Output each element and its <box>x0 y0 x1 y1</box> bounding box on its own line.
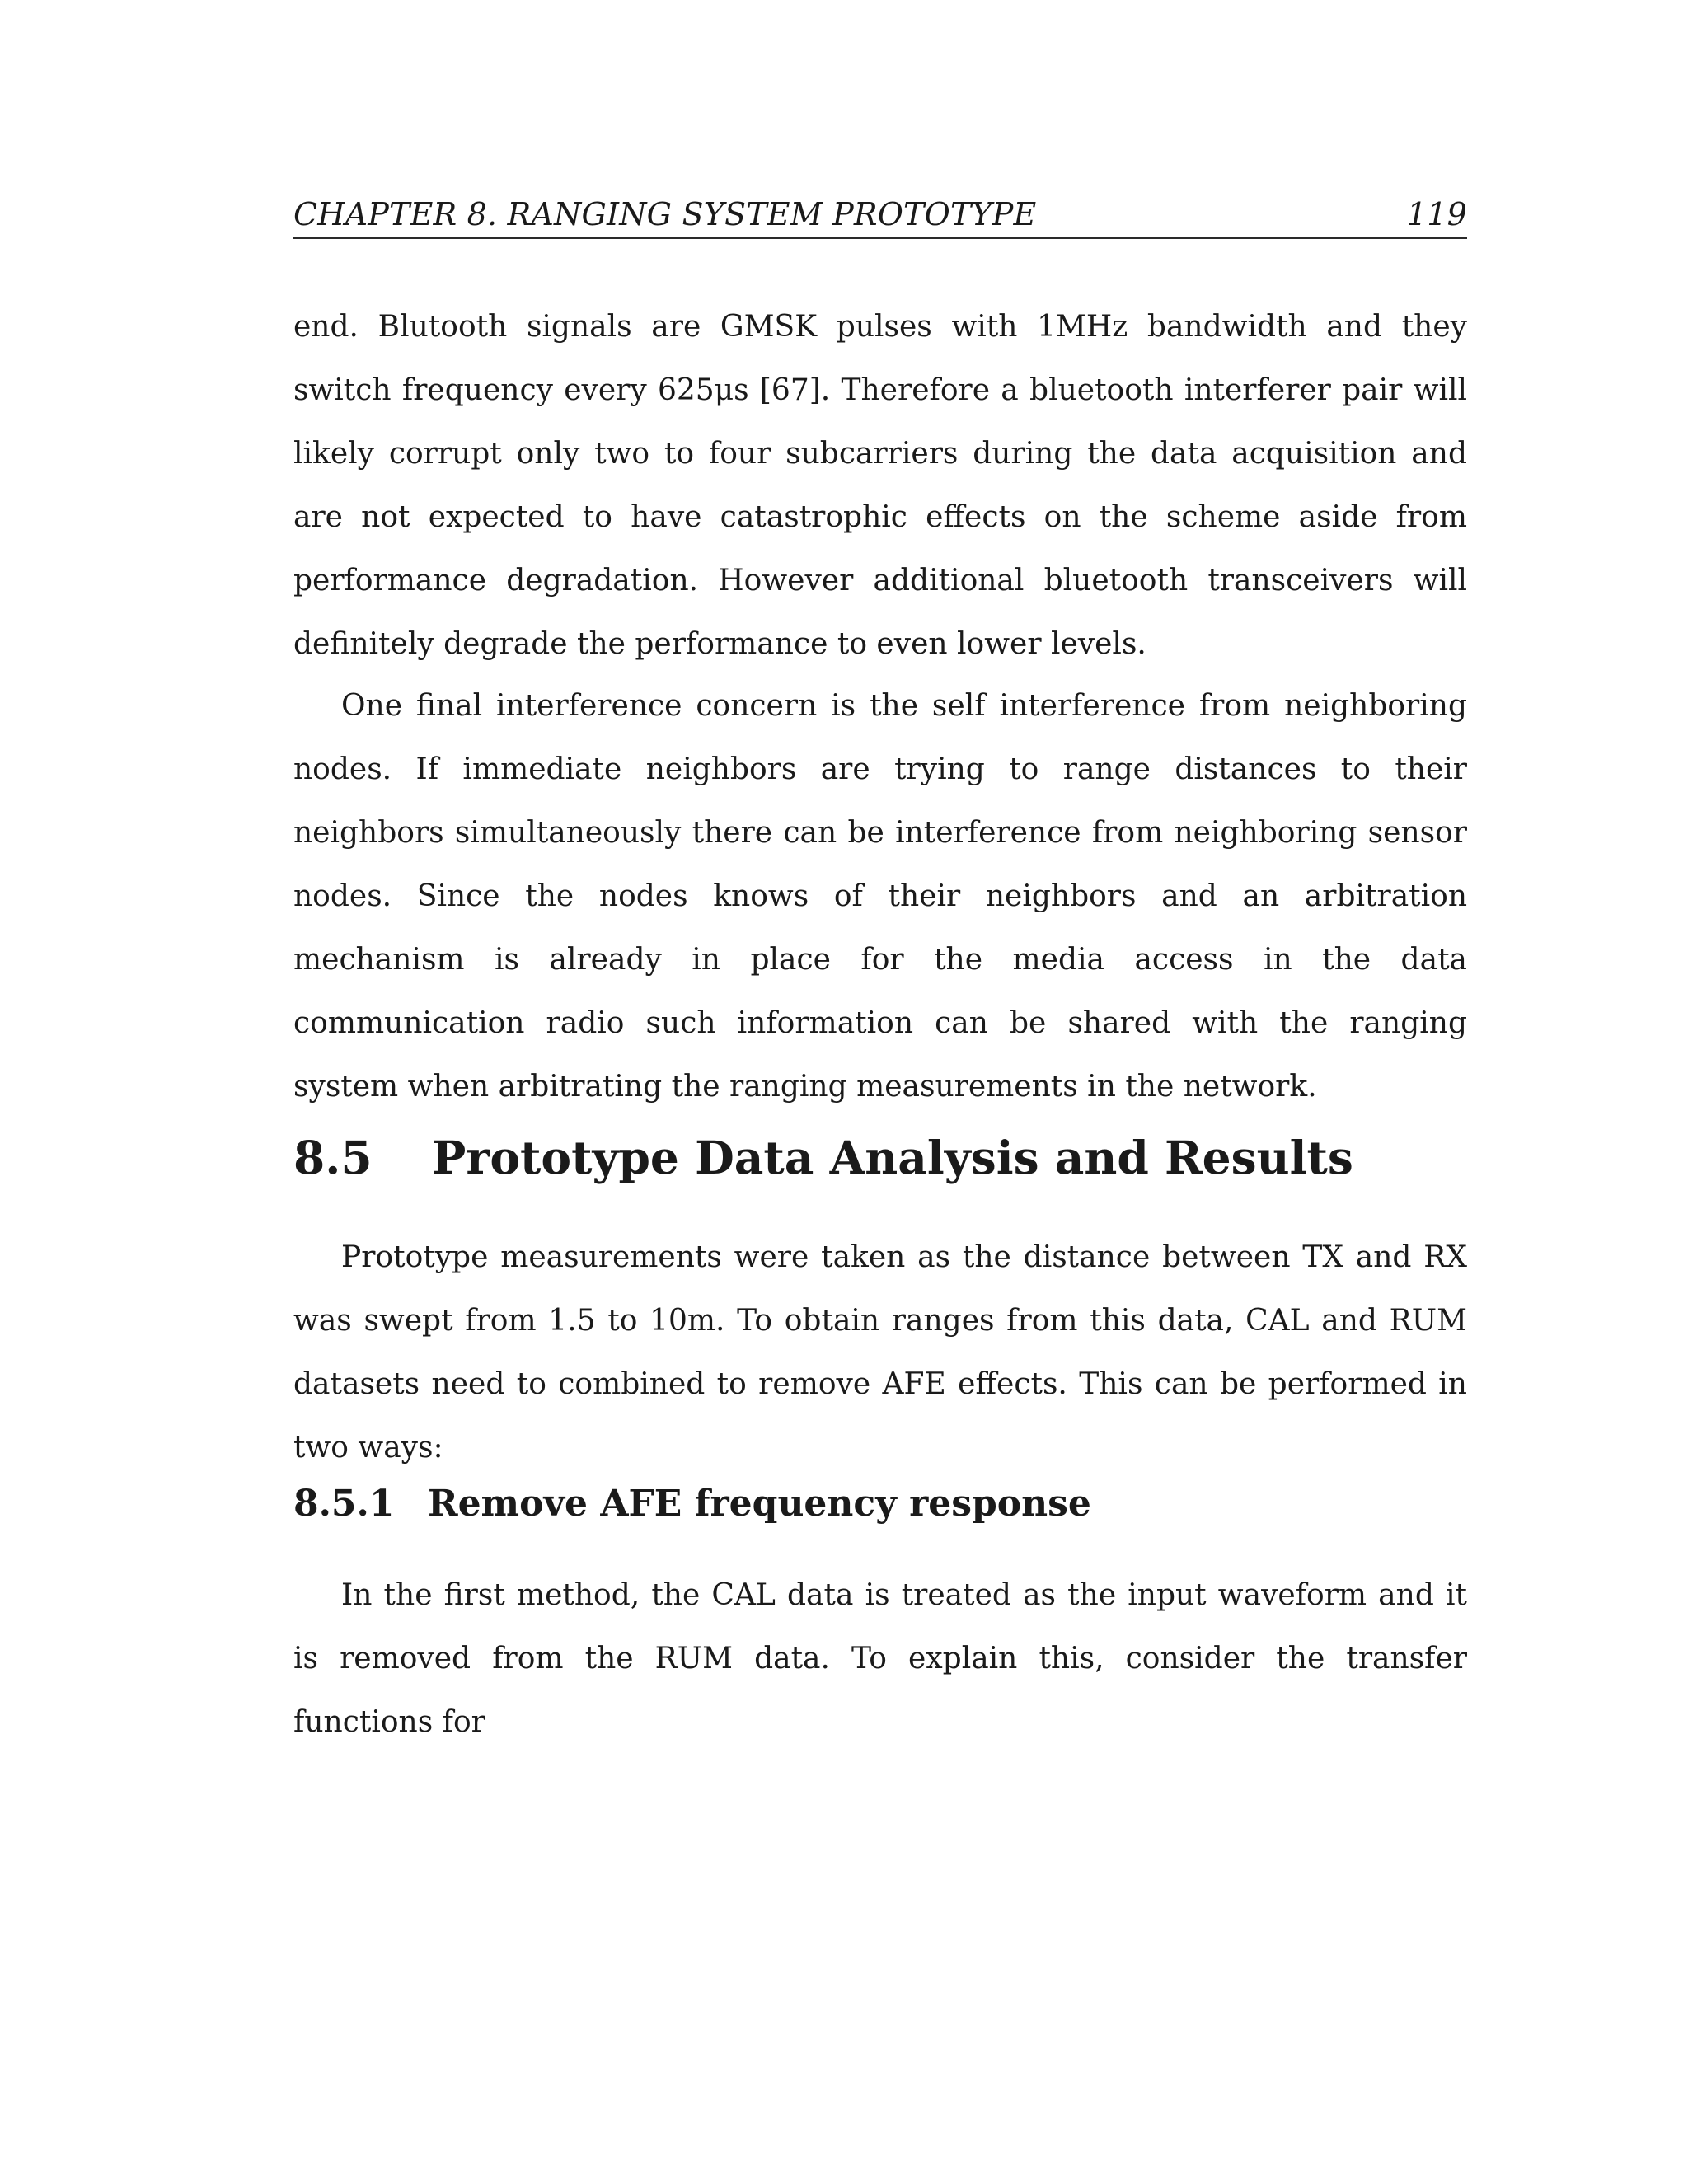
page-number: 119 <box>1406 196 1467 232</box>
subsection-number: 8.5.1 <box>293 1483 395 1525</box>
section-number: 8.5 <box>293 1131 373 1184</box>
chapter-title: CHAPTER 8. RANGING SYSTEM PROTOTYPE <box>293 196 1037 232</box>
paragraph-bluetooth-interference: end. Blutooth signals are GMSK pulses with 1MHz bandwidth and they switch frequency every 625μs [67]. Therefore a bluetooth interferer pair will likely corrupt only two to four subcarriers during the data acquisition and are not expected to have catastrophic effects on the scheme aside from performance degradation. However additional bluetooth transceivers will definitely degrade the performance to even lower levels. <box>293 310 1467 661</box>
paragraph-self-interference: One final interference concern is the self interference from neighboring nodes. If immediate neighbors are trying to range distances to their neighbors simultaneously there can be interference from neighboring sensor nodes. Since the nodes knows of their neighbors and an arbitration mechanism is already in place for the media access in the data communication radio such information can be shared with the ranging system when arbitrating the ranging measurements in the network. <box>293 689 1467 1104</box>
running-head <box>293 191 1467 239</box>
document-page <box>293 0 1467 2184</box>
section-title: Prototype Data Analysis and Results <box>432 1131 1353 1184</box>
subsection-heading <box>293 1479 1091 1529</box>
section-heading <box>293 1129 1353 1187</box>
subsection-title: Remove AFE frequency response <box>428 1483 1091 1525</box>
paragraph-prototype-measurements: Prototype measurements were taken as the distance between TX and RX was swept from 1.5 to 10m. To obtain ranges from this data, CAL and RUM datasets need to combined to remove AFE effects. This can be performed in two ways: <box>293 1240 1467 1465</box>
paragraph-first-method: In the first method, the CAL data is treated as the input waveform and it is removed from the RUM data. To explain this, consider the transfer functions for <box>293 1578 1467 1739</box>
